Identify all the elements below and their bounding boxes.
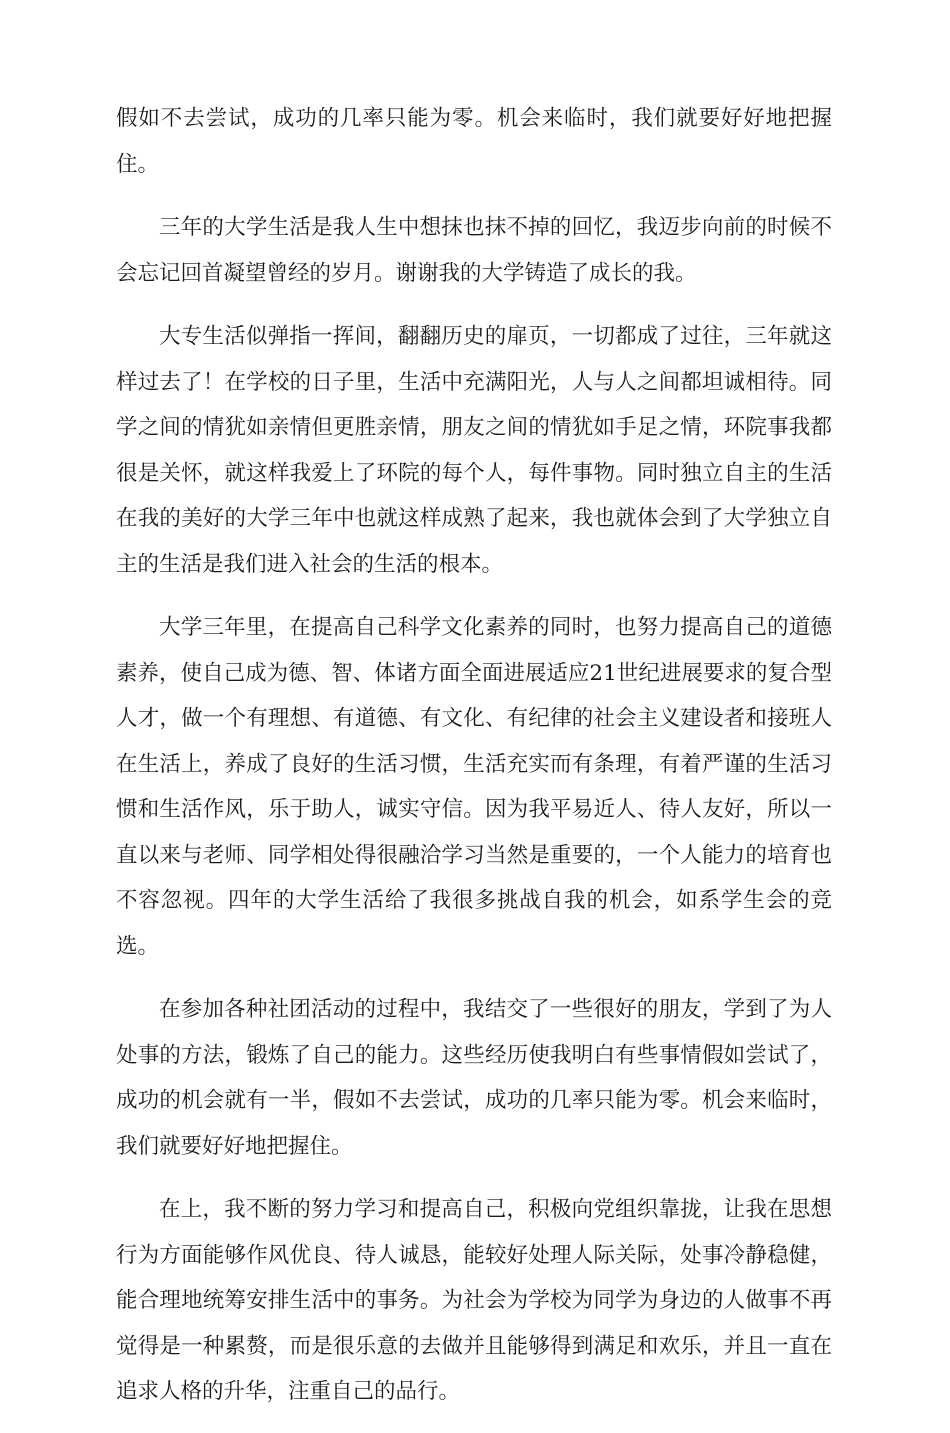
- paragraph-college-memories: 三年的大学生活是我人生中想抹也抹不掉的回忆，我迈步向前的时候不会忘记回首凝望曾经的岁月。谢谢我的大学铸造了成长的我。: [116, 215, 832, 286]
- paragraph-continuation: 假如不去尝试，成功的几率只能为零。机会来临时，我们就要好好地把握住。: [116, 106, 832, 177]
- paragraph-self-improvement: 大学三年里，在提高自己科学文化素养的同时，也努力提高自己的道德素养，使自己成为德、智、体诸方面全面进展适应21世纪进展要求的复合型人才，做一个有理想、有道德、有文化、有纪律的社会主义建设者和接班人在生活上，养成了良好的生活习惯，生活充实而有条理，有着严谨的生活习惯和生活作风，乐于助人，诚实守信。因为我平易近人、待人友好，所以一直以来与老师、同学相处得很融洽学习当然是重要的，一个人能力的培育也不容忽视。四年的大学生活给了我很多挑战自我的机会，如系学生会的竞选。: [116, 615, 832, 959]
- paragraph-college-life: 大专生活似弹指一挥间，翻翻历史的扉页，一切都成了过往，三年就这样过去了！在学校的日子里，生活中充满阳光，人与人之间都坦诚相待。同学之间的情犹如亲情但更胜亲情，朋友之间的情犹如手足之情，环院事我都很是关怀，就这样我爱上了环院的每个人，每件事物。同时独立自主的生活在我的美好的大学三年中也就这样成熟了起来，我也就体会到了大学独立自主的生活是我们进入社会的生活的根本。: [116, 324, 832, 577]
- document-page: [116, 96, 832, 1433]
- paragraph-club-activities: 在参加各种社团活动的过程中，我结交了一些很好的朋友，学到了为人处事的方法，锻炼了自己的能力。这些经历使我明白有些事情假如尝试了，成功的机会就有一半，假如不去尝试，成功的几率只能为零。机会来临时，我们就要好好地把握住。: [116, 997, 832, 1159]
- paragraph-personal-growth: 在上，我不断的努力学习和提高自己，积极向党组织靠拢，让我在思想行为方面能够作风优良、待人诚恳，能较好处理人际关际，处事冷静稳健，能合理地统筹安排生活中的事务。为社会为学校为同学为身边的人做事不再觉得是一种累赘，而是很乐意的去做并且能够得到满足和欢乐，并且一直在追求人格的升华，注重自己的品行。: [116, 1197, 832, 1404]
